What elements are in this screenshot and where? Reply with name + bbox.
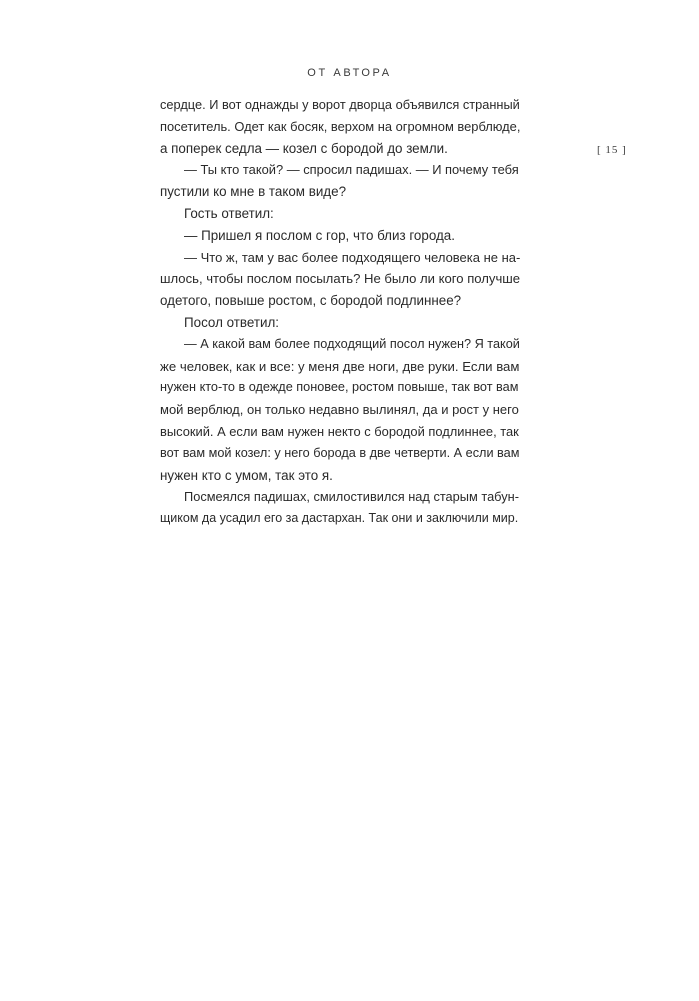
text-line: мой верблюд, он только недавно вылинял, да и рост у него	[160, 402, 519, 418]
text-line: вот вам мой козел: у него борода в две четверти. А если вам	[160, 445, 520, 460]
body-text	[160, 94, 520, 530]
text-line: сердце. И вот однажды у ворот дворца объявился странный	[160, 97, 520, 112]
text-line: — Пришел я послом с гор, что близ города.	[184, 227, 455, 243]
text-line: — А какой вам более подходящий посол нужен? Я такой	[184, 336, 520, 351]
text-line: нужен кто-то в одежде поновее, ростом повыше, так вот вам	[160, 380, 519, 395]
text-line: шлось, чтобы послом посылать? Не было ли кого получше	[160, 271, 521, 287]
text-line: щиком да усадил его за дастархан. Так они и заключили мир.	[160, 511, 519, 526]
running-head: ОТ АВТОРА	[307, 67, 392, 79]
text-line: Гость ответил:	[184, 205, 274, 221]
text-line: нужен кто с умом, так это я.	[160, 467, 333, 483]
text-line: пустили ко мне в таком виде?	[160, 184, 347, 200]
text-line: а поперек седла — козел с бородой до земли.	[160, 140, 448, 156]
text-line: же человек, как и все: у меня две ноги, две руки. Если вам	[160, 358, 520, 374]
text-line: Посол ответил:	[184, 314, 280, 330]
text-line: — Что ж, там у вас более подходящего человека не на-	[184, 249, 521, 265]
page-number: [ 15 ]	[597, 144, 627, 156]
text-line: Посмеялся падишах, смилостивился над старым табун-	[184, 489, 519, 505]
text-line: — Ты кто такой? — спросил падишах. — И почему тебя	[184, 162, 519, 178]
text-line: высокий. А если вам нужен некто с бородой подлиннее, так	[160, 423, 519, 439]
text-line: одетого, повыше ростом, с бородой подлиннее?	[160, 293, 462, 309]
text-line: посетитель. Одет как босяк, верхом на огромном верблюде,	[160, 118, 521, 134]
